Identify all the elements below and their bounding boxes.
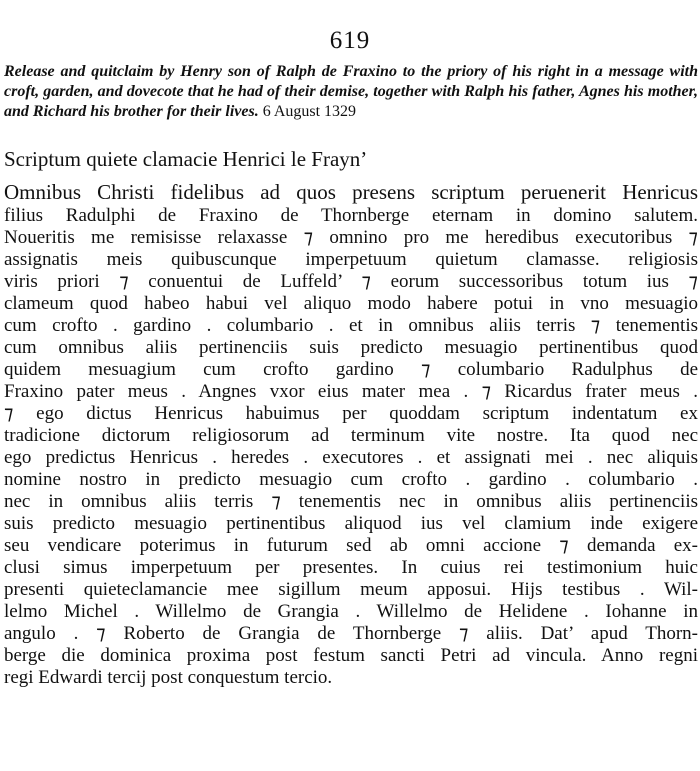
summary-text: Release and quitclaim by Henry son of Ralph de Fraxino to the priory of his right in a message with croft, garden, and dovecote that he had of their demise, together with Ralph his father, Agnes his mother, and Richard his brother for their lives. [4,63,698,120]
body-line: suis predicto mesuagio pertinentibus aliquod ius vel clamium inde exigere [4,513,698,534]
body-line: berge die dominica proxima post festum sancti Petri ad vincula. Anno regni [4,645,698,666]
charter-summary [4,62,698,122]
body-line: angulo . ⁊ Roberto de Grangia de Thornberge ⁊ aliis. Dat’ apud Thorn- [4,623,698,644]
body-line: viris priori ⁊ conuentui de Luffeld’ ⁊ eorum successoribus totum ius ⁊ [4,271,698,292]
body-line: seu vendicare poterimus in futurum sed ab omni accione ⁊ demanda ex- [4,535,698,556]
body-line: assignatis meis quibuscunque imperpetuum quietum clamasse. religiosis [4,249,698,270]
body-line: lelmo Michel . Willelmo de Grangia . Willelmo de Helidene . Iohanne in [4,601,698,622]
body-line: Omnibus Christi fidelibus ad quos presens scriptum peruenerit Henricus [4,180,698,204]
charter-title: Scriptum quiete clamacie Henrici le Frayn’ [4,147,368,171]
page-number: 619 [329,27,371,54]
body-line: presenti quieteclamancie mee sigillum meum apposui. Hijs testibus . Wil- [4,579,698,600]
charter-date: 6 August 1329 [262,103,357,120]
body-line: tradicione dictorum religiosorum ad terminum vite nostre. Ita quod nec [4,425,698,446]
body-line: Fraxino pater meus . Angnes vxor eius mater mea . ⁊ Ricardus frater meus . [4,381,698,402]
body-line: nec in omnibus aliis terris ⁊ tenementis nec in omnibus aliis pertinenciis [4,491,698,512]
body-line: ⁊ ego dictus Henricus habuimus per quoddam scriptum indentatum ex [4,403,698,424]
body-line: quidem mesuagium cum crofto gardino ⁊ columbario Radulphus de [4,359,698,380]
body-line: nomine nostro in predicto mesuagio cum crofto . gardino . columbario . [4,469,698,490]
body-line: clusi simus imperpetuum per presentes. In cuius rei testimonium huic [4,557,698,578]
body-line: filius Radulphi de Fraxino de Thornberge eternam in domino salutem. [4,205,698,226]
body-line: cum crofto . gardino . columbario . et in omnibus aliis terris ⁊ tenementis [4,315,698,336]
body-line: cum omnibus aliis pertinenciis suis predicto mesuagio pertinentibus quod [4,337,698,358]
body-line: regi Edwardi tercij post conquestum tercio. [4,667,333,688]
body-line: clameum quod habeo habui vel aliquo modo habere potui in vno mesuagio [4,293,698,314]
body-line: ego predictus Henricus . heredes . executores . et assignati mei . nec aliquis [4,447,698,468]
charter-body [4,179,698,689]
body-line: Noueritis me remisisse relaxasse ⁊ omnino pro me heredibus executoribus ⁊ [4,227,698,248]
